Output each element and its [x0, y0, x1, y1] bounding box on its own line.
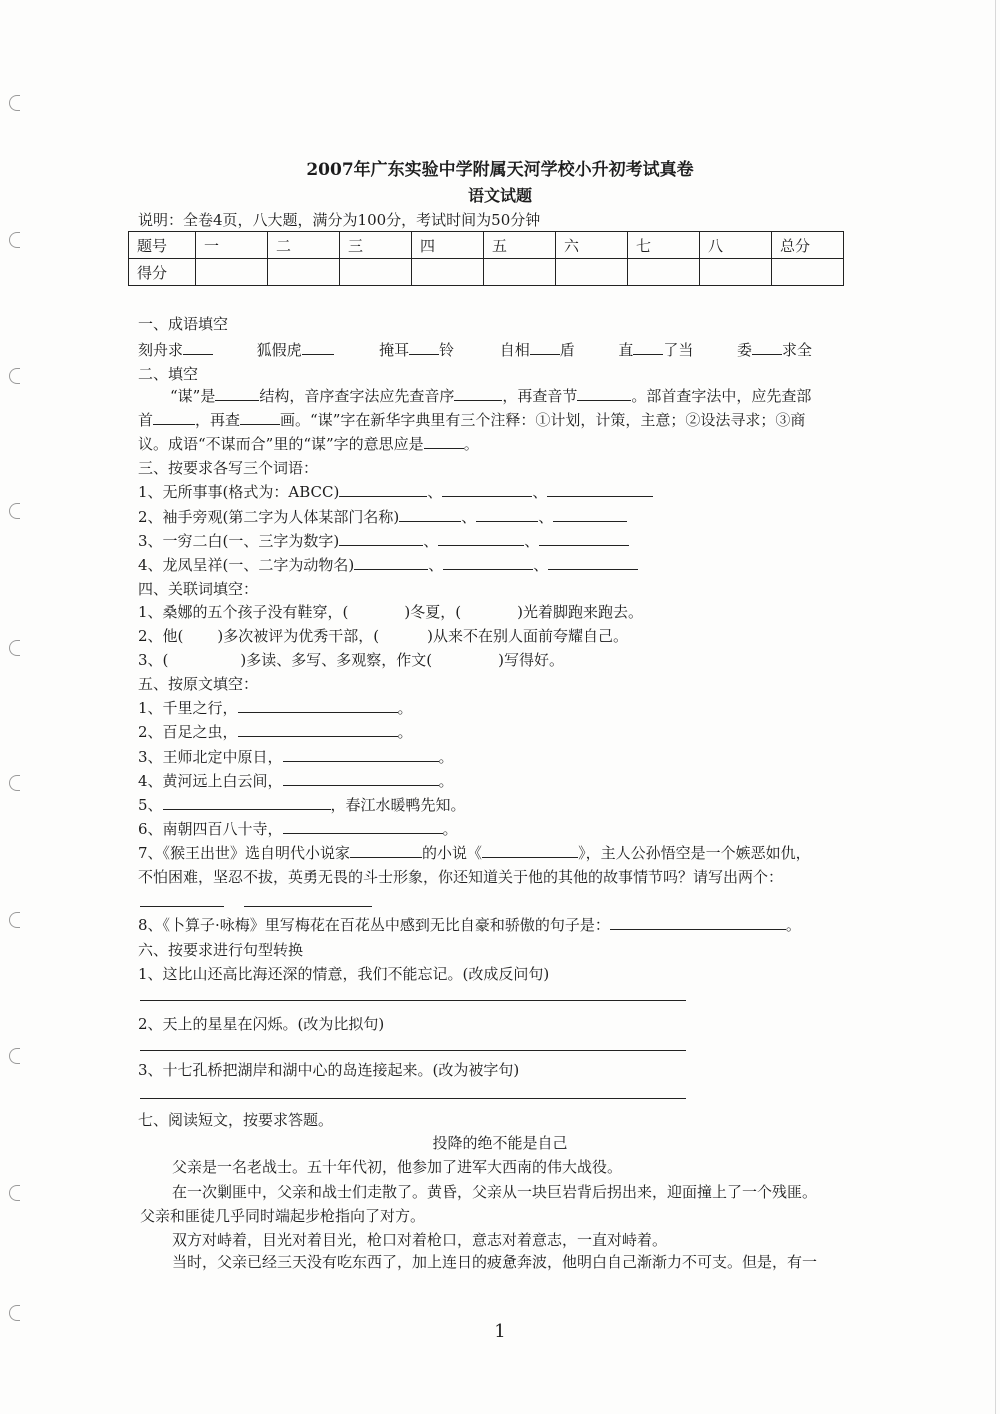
section-5-item-2 [138, 722, 413, 742]
score-input-cell[interactable] [484, 259, 556, 286]
score-input-cell[interactable] [556, 259, 628, 286]
score-input-cell[interactable] [268, 259, 340, 286]
answer-blank[interactable] [283, 747, 439, 762]
answer-blank[interactable] [548, 555, 638, 570]
section-3-item-3 [138, 531, 629, 551]
text: 1、无所事事(格式为：ABCC) [138, 483, 340, 501]
idiom-text: 盾 [559, 341, 575, 359]
binder-hole [9, 912, 20, 928]
text: 4、黄河远上白云间， [138, 772, 283, 790]
section-6-heading: 六、按要求进行句型转换 [138, 941, 304, 959]
text: 2、百足之虫， [138, 723, 238, 741]
answer-blank[interactable] [283, 819, 443, 834]
score-input-cell[interactable] [196, 259, 268, 286]
answer-blank[interactable] [163, 795, 331, 810]
binder-hole [9, 232, 20, 248]
text: 3、王师北定中原日， [138, 748, 283, 766]
text: 。 [397, 723, 413, 741]
score-cell: 八 [700, 232, 772, 259]
text: )冬夏，( [404, 603, 462, 621]
answer-blank[interactable] [752, 340, 782, 355]
text: 。 [785, 916, 801, 934]
idiom-text: 求全 [781, 341, 812, 359]
section-5-item-7-cont: 不怕困难，坚忍不拔，英勇无畏的斗士形象，你还知道关于他的其他的故事情节吗？请写出两个： [138, 868, 784, 886]
section-5-item-8 [138, 915, 801, 935]
answer-blank[interactable] [339, 531, 423, 546]
score-input-cell[interactable] [340, 259, 412, 286]
text: )从来不在别人面前夸耀自己。 [427, 627, 628, 645]
section-4-heading: 四、关联词填空： [138, 580, 259, 598]
text: )多次被评为优秀干部，( [217, 627, 380, 645]
score-input-cell[interactable] [700, 259, 772, 286]
answer-blank[interactable] [215, 386, 259, 401]
text: ，再查 [195, 411, 241, 429]
binder-hole [9, 95, 20, 111]
text: 、 [427, 483, 443, 501]
answer-blank[interactable] [409, 340, 439, 355]
binder-hole [9, 503, 20, 519]
section-5-item-3 [138, 747, 454, 767]
answer-blank[interactable] [443, 555, 533, 570]
text: ，再查音节 [502, 387, 578, 405]
section-3-heading: 三、按要求各写三个词语： [138, 459, 319, 477]
answer-line[interactable] [244, 906, 372, 907]
answer-blank[interactable] [339, 482, 427, 497]
score-table-score-row [129, 259, 844, 286]
section-1-heading: 一、成语填空 [138, 315, 229, 333]
text: 、 [461, 508, 477, 526]
answer-blank[interactable] [238, 698, 398, 713]
answer-blank[interactable] [350, 843, 422, 858]
text: ，春江水暖鸭先知。 [330, 796, 466, 814]
score-cell: 七 [628, 232, 700, 259]
exam-subtitle: 语文试题 [467, 186, 532, 205]
answer-line[interactable] [140, 1098, 686, 1099]
text: 、 [423, 532, 439, 550]
text: 。部首查字法中，应先查部 [631, 387, 812, 405]
text: 、 [428, 556, 444, 574]
binder-hole [9, 1185, 20, 1201]
text: 7、《猴王出世》选自明代小说家 [138, 844, 351, 862]
score-label-cell: 得分 [129, 259, 196, 286]
text: “谋”是 [170, 387, 216, 405]
instructions: 说明：全卷4页，八大题，满分为100分，考试时间为50分钟 [138, 211, 541, 229]
answer-blank[interactable] [424, 434, 464, 449]
section-5-item-4 [138, 771, 454, 791]
text: 结构，音序查字法应先查音序 [259, 387, 455, 405]
score-cell: 四 [412, 232, 484, 259]
text: 、 [533, 556, 549, 574]
score-cell: 三 [340, 232, 412, 259]
text: 5、 [138, 796, 163, 814]
answer-blank[interactable] [442, 482, 532, 497]
text: 。 [397, 699, 413, 717]
answer-blank[interactable] [399, 507, 461, 522]
section-2-heading: 二、填空 [138, 365, 199, 383]
section-3-item-4 [138, 555, 638, 575]
text: 、 [524, 532, 540, 550]
text: 议。成语“不谋而合”里的“谋”字的意思应是 [138, 435, 424, 453]
answer-blank[interactable] [553, 507, 627, 522]
score-table-header-row [129, 232, 844, 259]
text: 2、袖手旁观(第二字为人体某部门名称) [138, 508, 400, 526]
section-4-item-2 [138, 626, 628, 646]
text: )写得好。 [498, 651, 564, 669]
text: 3、( [138, 651, 169, 669]
section-5-item-1 [138, 698, 413, 718]
score-input-cell[interactable] [412, 259, 484, 286]
passage-paragraph: 父亲是一名老战士。五十年代初，他参加了进军大西南的伟大战役。 [172, 1158, 623, 1176]
text: 画。“谋”字在新华字典里有三个注释：①计划，计策，主意；②设法寻求；③商 [280, 411, 806, 429]
text: 6、南朝四百八十寺， [138, 820, 283, 838]
answer-blank[interactable] [547, 482, 653, 497]
text: 1、桑娜的五个孩子没有鞋穿，( [138, 603, 349, 621]
section-3-item-2 [138, 507, 627, 527]
text: 。 [438, 772, 454, 790]
section-6-item-2: 2、天上的星星在闪烁。(改为比拟句) [138, 1015, 385, 1033]
section-3-item-1 [138, 482, 653, 502]
idiom-text: 委 [736, 341, 752, 359]
section-5-heading: 五、按原文填空： [138, 675, 259, 693]
passage-paragraph: 在一次剿匪中，父亲和战士们走散了。黄昏，父亲从一块巨岩背后拐出来，迎面撞上了一个残匪。 [172, 1183, 818, 1201]
answer-blank[interactable] [438, 531, 524, 546]
passage-paragraph: 双方对峙着，目光对着目光，枪口对着枪口，意志对着意志，一直对峙着。 [172, 1231, 668, 1249]
answer-line[interactable] [140, 1000, 686, 1001]
page-edge [995, 0, 996, 1414]
answer-blank[interactable] [454, 386, 502, 401]
answer-line[interactable] [140, 1050, 686, 1051]
idiom-text: 了当 [663, 341, 694, 359]
score-cell: 六 [556, 232, 628, 259]
answer-blank[interactable] [577, 386, 631, 401]
answer-line[interactable] [140, 906, 224, 907]
answer-blank[interactable] [240, 410, 280, 425]
section-4-item-3 [138, 650, 564, 670]
text: 。 [442, 820, 458, 838]
section-2-line-1 [170, 386, 811, 406]
answer-blank[interactable] [476, 507, 538, 522]
answer-blank[interactable] [354, 555, 428, 570]
answer-blank[interactable] [153, 410, 195, 425]
section-2-line-3 [138, 434, 479, 454]
text: 1、千里之行， [138, 699, 238, 717]
idiom-text: 直 [618, 341, 634, 359]
section-6-item-1: 1、这比山还高比海还深的情意，我们不能忘记。(改成反问句) [138, 965, 550, 983]
text: 、 [532, 483, 548, 501]
text: 首 [138, 411, 154, 429]
passage-title: 投降的绝不能是自己 [432, 1134, 568, 1152]
section-5-item-5 [138, 795, 466, 815]
exam-title: 2007年广东实验中学附属天河学校小升初考试真卷 [306, 160, 694, 180]
score-input-cell[interactable] [772, 259, 844, 286]
page-number: 1 [494, 1321, 506, 1342]
text: 3、一穷二白(一、三字为数字) [138, 532, 340, 550]
text: 的小说《 [422, 844, 483, 862]
text: 8、《卜算子·咏梅》里写梅花在百花丛中感到无比自豪和骄傲的句子是： [138, 916, 610, 934]
text: 4、龙凤呈祥(一、二字为动物名) [138, 556, 355, 574]
section-5-item-7 [138, 843, 811, 863]
score-cell: 一 [196, 232, 268, 259]
answer-blank[interactable] [482, 843, 578, 858]
score-cell: 题号 [129, 232, 196, 259]
section-7-heading: 七、阅读短文，按要求答题。 [138, 1111, 334, 1129]
answer-blank[interactable] [302, 340, 334, 355]
idiom-text: 自相 [499, 341, 530, 359]
passage-paragraph: 当时，父亲已经三天没有吃东西了，加上连日的疲惫奔波，他明白自己渐渐力不可支。但是，有一 [172, 1253, 818, 1271]
answer-blank[interactable] [238, 722, 398, 737]
answer-blank[interactable] [530, 340, 560, 355]
answer-blank[interactable] [183, 340, 213, 355]
idiom-text: 掩耳 [379, 341, 410, 359]
answer-blank[interactable] [283, 771, 439, 786]
passage-paragraph: 父亲和匪徒几乎同时端起步枪指向了对方。 [140, 1207, 426, 1225]
section-5-item-6 [138, 819, 458, 839]
answer-blank[interactable] [610, 915, 786, 930]
section-6-item-3: 3、十七孔桥把湖岸和湖中心的岛连接起来。(改为被字句) [138, 1061, 520, 1079]
text: )光着脚跑来跑去。 [517, 603, 643, 621]
score-cell: 总分 [772, 232, 844, 259]
binder-hole [9, 775, 20, 791]
score-input-cell[interactable] [628, 259, 700, 286]
idiom-text: 狐假虎 [256, 341, 302, 359]
text: 。 [438, 748, 454, 766]
binder-hole [9, 640, 20, 656]
score-cell: 五 [484, 232, 556, 259]
text: 。 [463, 435, 479, 453]
section-4-item-1 [138, 602, 643, 622]
binder-hole [9, 368, 20, 384]
answer-blank[interactable] [633, 340, 663, 355]
section-1-idioms [138, 340, 812, 360]
section-2-line-2 [138, 410, 805, 430]
text: )多读、多写、多观察，作文( [240, 651, 433, 669]
text: 2、他( [138, 627, 184, 645]
text: 》，主人公孙悟空是一个嫉恶如仇， [578, 844, 811, 862]
score-table [128, 231, 844, 286]
score-cell: 二 [268, 232, 340, 259]
idiom-text: 刻舟求 [138, 341, 184, 359]
binder-hole [9, 1305, 20, 1321]
answer-blank[interactable] [539, 531, 629, 546]
binder-hole [9, 1048, 20, 1064]
text: 、 [538, 508, 554, 526]
idiom-text: 铃 [439, 341, 455, 359]
